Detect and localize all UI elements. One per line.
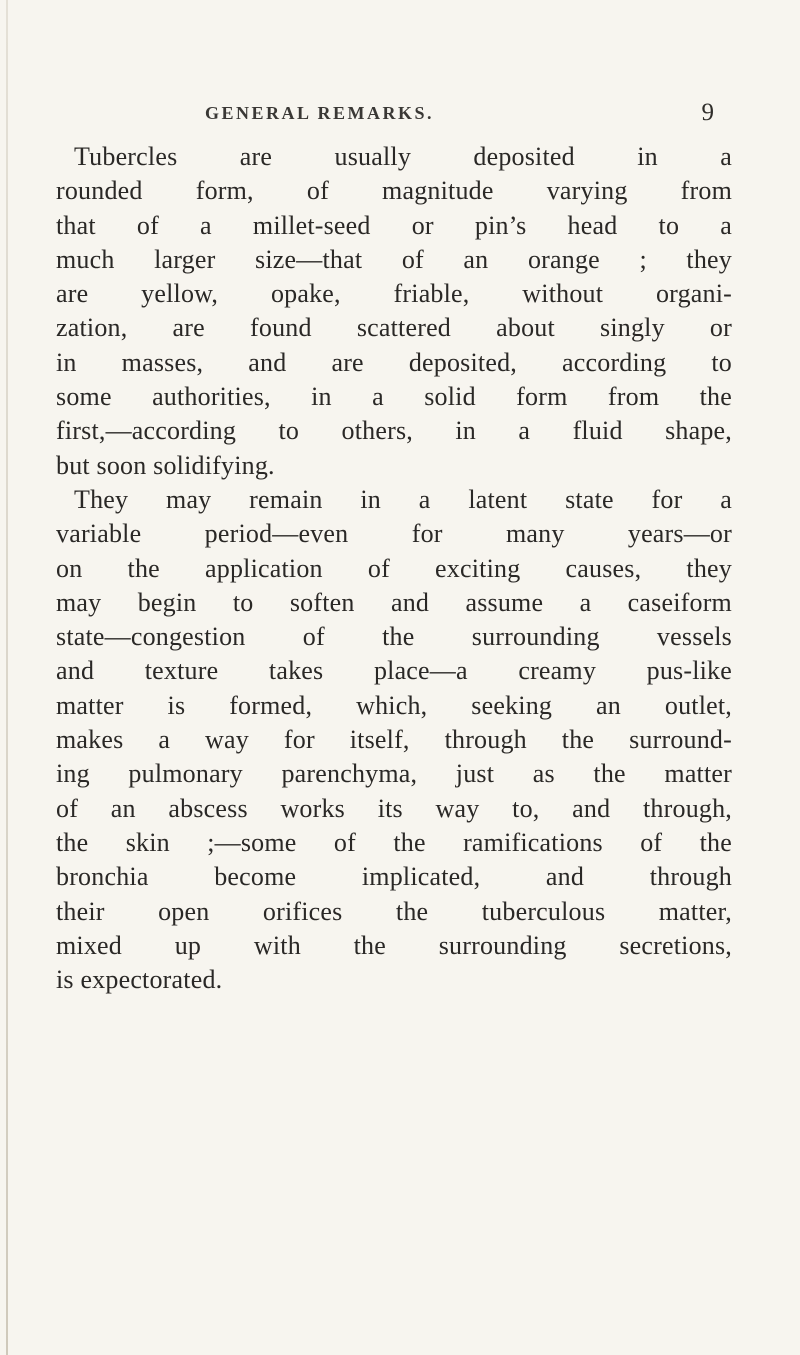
text-line: Tubercles are usually deposited in a (74, 142, 732, 171)
text-line: may begin to soften and assume a caseiform (56, 587, 732, 617)
text-line: makes a way for itself, through the surround- (56, 725, 732, 755)
text-line: on the application of exciting causes, they (56, 553, 732, 583)
text-line: bronchia become implicated, and through (56, 862, 732, 892)
text-line: They may remain in a latent state for a (74, 484, 732, 514)
text-line: but soon solidifying. (56, 450, 275, 480)
text-line: matter is formed, which, seeking an outlet, (56, 690, 732, 720)
text-line: rounded form, of magnitude varying from (56, 176, 732, 206)
running-head (60, 99, 760, 133)
page-number: 9 (701, 99, 714, 126)
body-text (56, 140, 732, 997)
text-line: in masses, and are deposited, according to (56, 347, 732, 377)
page-edge (6, 0, 8, 1355)
text-line: state—congestion of the surrounding vessels (56, 622, 732, 652)
text-line: first,—according to others, in a fluid shape, (56, 416, 732, 446)
text-line: zation, are found scattered about singly or (56, 313, 732, 343)
text-line: variable period—even for many years—or (56, 519, 732, 549)
text-line: and texture takes place—a creamy pus-like (56, 656, 732, 686)
text-line: much larger size—that of an orange ; they (56, 244, 732, 274)
text-line: the skin ;—some of the ramifications of the (56, 827, 732, 857)
text-line: of an abscess works its way to, and through, (56, 793, 732, 823)
text-line: their open orifices the tuberculous matter, (56, 896, 732, 926)
text-line: mixed up with the surrounding secretions, (56, 930, 732, 960)
running-title: GENERAL REMARKS. (205, 103, 435, 123)
text-line: ing pulmonary parenchyma, just as the matter (56, 759, 732, 789)
text-line: some authorities, in a solid form from the (56, 382, 732, 412)
text-line: are yellow, opake, friable, without organi- (56, 279, 732, 309)
text-line: that of a millet-seed or pin’s head to a (56, 210, 732, 240)
text-line: is expectorated. (56, 965, 223, 995)
